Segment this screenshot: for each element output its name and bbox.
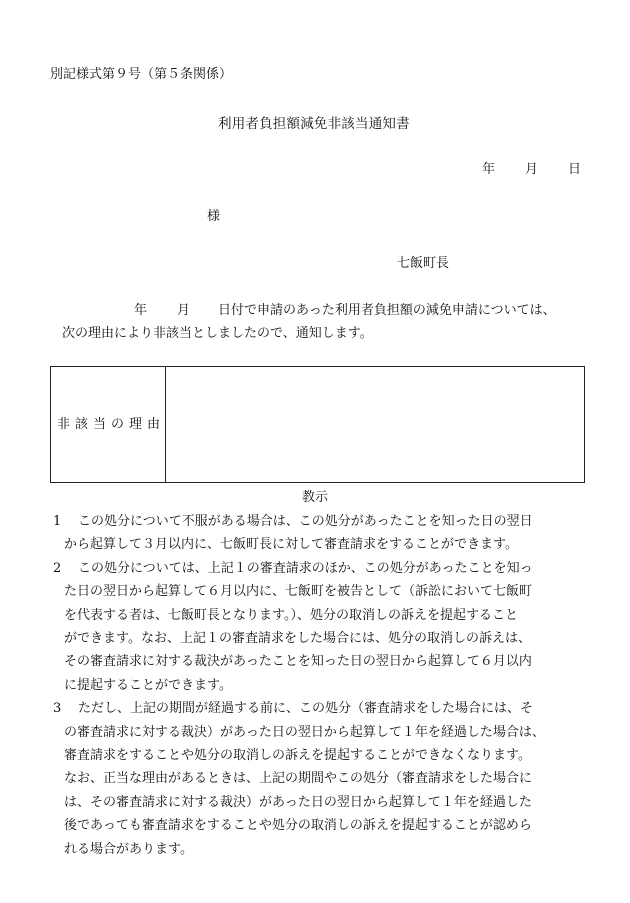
notice-item-line: ただし、上記の期間が経過する前に、この処分（審査請求をした場合には、そ (78, 701, 534, 717)
body-paragraph-line-2: 次の理由により非該当としましたので、通知します。 (62, 326, 373, 341)
document-title: 利用者負担額減免非該当通知書 (218, 116, 410, 132)
date-year-label: 年 (482, 162, 496, 177)
reason-label: 非該当の理由 (57, 417, 166, 432)
form-number: 別記様式第９号（第５条関係） (50, 67, 233, 82)
notice-item-line: から起算して３月以内に、七飯町長に対して審査請求をすることができます。 (64, 537, 518, 553)
notice-heading: 教示 (302, 490, 329, 505)
notice-item-number: 1 (53, 514, 62, 529)
body-year-label: 年 (134, 303, 148, 318)
notice-item-line: れる場合があります。 (64, 841, 193, 857)
notice-item-line: 審査請求をすることや処分の取消しの訴えを提起することができなくなります。 (64, 748, 531, 763)
reason-table (50, 366, 585, 483)
notice-item-number: 3 (53, 701, 62, 717)
addressee-suffix: 様 (207, 209, 221, 224)
notice-item-line: この処分について不服がある場合は、この処分があったことを知った日の翌日 (78, 514, 533, 529)
notice-item-line: を代表する者は、七飯町長となります。）、処分の取消しの訴えを提起すること (64, 607, 518, 623)
notice-item-line: は、その審査請求に対する裁決）があった日の翌日から起算して１年を経過した (64, 794, 532, 810)
notice-item-line: の審査請求に対する裁決）があった日の翌日から起算して１年を経過した場合は、 (64, 724, 545, 740)
notice-item-line: た日の翌日から起算して６月以内に、七飯町を被告として（訴訟において七飯町 (64, 584, 533, 600)
issuer-name: 七飯町長 (397, 256, 450, 271)
date-day-label: 日 (568, 162, 582, 177)
notice-item-line: なお、正当な理由があるときは、上記の期間やこの処分（審査請求をした場合に (64, 771, 533, 787)
body-paragraph-line-1 (134, 304, 556, 317)
table-divider (165, 367, 166, 482)
date-month-label: 月 (525, 162, 539, 177)
notice-item-line: ができます。なお、上記１の審査請求をした場合には、処分の取消しの訴えは、 (64, 631, 531, 646)
body-month-label: 月 (177, 303, 191, 318)
notice-item-line: 後であっても審査請求をすることや処分の取消しの訴えを提起することが認めら (64, 818, 532, 834)
notice-item-line: その審査請求に対する裁決があったことを知った日の翌日から起算して６月以内 (64, 654, 532, 670)
notice-item-line: この処分については、上記１の審査請求のほか、この処分があったことを知っ (78, 560, 533, 576)
notice-item-line: に提起することができます。 (64, 677, 232, 693)
reason-value-field[interactable] (175, 377, 576, 474)
body-line-1-text: 日付で申請のあった利用者負担額の減免申請については、 (218, 303, 556, 318)
notice-item-number: 2 (53, 560, 62, 576)
